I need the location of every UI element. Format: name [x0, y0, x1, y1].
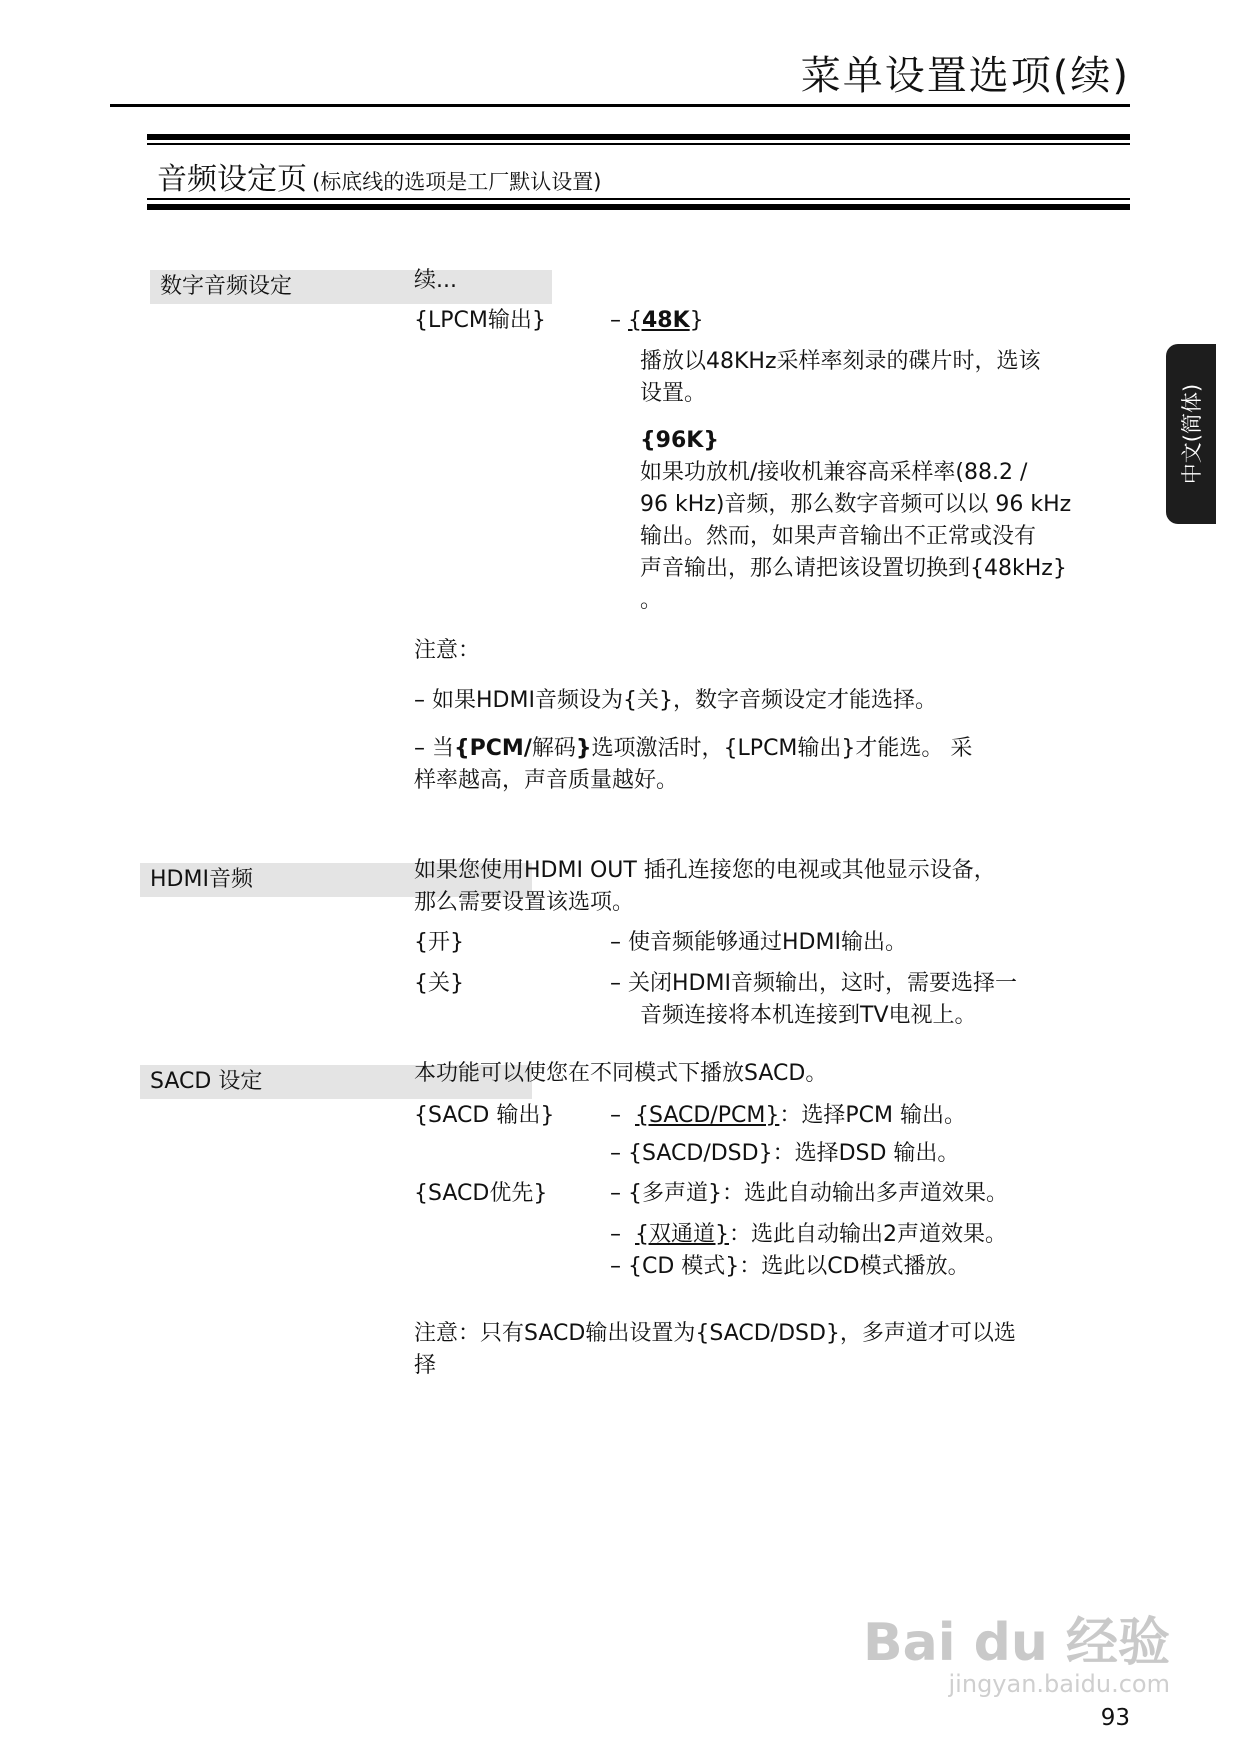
note-2-prefix: – 当 — [414, 736, 454, 761]
sacd-two-channel-label: {双通道} — [635, 1222, 729, 1247]
language-side-tab — [1166, 344, 1216, 524]
section-bottom-bar — [147, 204, 1130, 210]
hdmi-on-desc: – 使音频能够通过HDMI输出。 — [610, 930, 907, 955]
choice-96k: {96K} — [640, 428, 719, 453]
section-bottom-line — [147, 198, 1130, 200]
desc-96k-line3: 输出。然而，如果声音输出不正常或没有 — [640, 524, 1037, 549]
baidu-watermark-url: jingyan.baidu.com — [948, 1670, 1170, 1698]
page-number: 93 — [1100, 1705, 1130, 1731]
dash: – — [610, 1222, 621, 1247]
desc-48k-line1: 播放以48KHz采样率刻录的碟片时，选该 — [640, 349, 1041, 374]
note-2-pcm: {PCM/ — [454, 736, 532, 761]
continued-text: 续... — [414, 268, 457, 293]
dash: – — [610, 1103, 621, 1128]
baidu-watermark: Bai du 经验 — [863, 1613, 1170, 1673]
desc-96k-line4: 声音输出，那么请把该设置切换到{48kHz} — [640, 556, 1067, 581]
hdmi-on-option: {开} — [414, 930, 464, 955]
hdmi-off-option: {关} — [414, 971, 464, 996]
hdmi-audio-label: HDMI音频 — [140, 863, 532, 897]
sacd-output-option: {SACD 输出} — [414, 1103, 555, 1128]
section-heading — [157, 154, 601, 198]
desc-96k-line2: 96 kHz)音频，那么数字音频可以以 96 kHz — [640, 492, 1072, 517]
dash: – — [610, 308, 621, 333]
sacd-note-line2: 择 — [414, 1353, 437, 1378]
sacd-note-line1: 注意：只有SACD输出设置为{SACD/DSD}，多声道才可以选 — [414, 1321, 1016, 1346]
hdmi-intro-line1: 如果您使用HDMI OUT 插孔连接您的电视或其他显示设备， — [414, 858, 996, 883]
sacd-pcm-label: {SACD/PCM} — [635, 1103, 780, 1128]
choice-48k-label: 48K — [642, 308, 690, 333]
sacd-pcm-desc: ：选择PCM 输出。 — [779, 1103, 966, 1128]
lpcm-output-option: {LPCM输出} — [414, 308, 546, 333]
section-title: 音频设定页 — [157, 162, 307, 197]
note-2-decode: 解码 — [531, 736, 576, 761]
section-top-line — [147, 143, 1130, 145]
note-2-line2: 样率越高，声音质量越好。 — [414, 768, 679, 793]
note-2-brace: } — [575, 736, 592, 761]
section-top-bar — [147, 134, 1130, 140]
choice-48k — [610, 305, 704, 336]
page-header-title: 菜单设置选项(续) — [800, 53, 1130, 99]
digital-audio-label: 数字音频设定 — [150, 270, 552, 304]
header-rule — [110, 104, 1130, 107]
sacd-pcm-choice — [610, 1100, 966, 1131]
sacd-intro: 本功能可以使您在不同模式下播放SACD。 — [414, 1061, 828, 1086]
sacd-multichannel-choice: – {多声道}：选此自动输出多声道效果。 — [610, 1181, 1008, 1206]
note-1: – 如果HDMI音频设为{关}，数字音频设定才能选择。 — [414, 688, 937, 713]
hdmi-off-desc-line1: – 关闭HDMI音频输出，这时，需要选择一 — [610, 971, 1017, 996]
desc-96k-line1: 如果功放机/接收机兼容高采样率(88.2 / — [640, 460, 1028, 485]
desc-48k-line2: 设置。 — [640, 381, 707, 406]
sacd-two-channel-desc: ：选此自动输出2声道效果。 — [729, 1222, 1007, 1247]
sacd-priority-option: {SACD优先} — [414, 1181, 548, 1206]
sacd-label: SACD 设定 — [140, 1065, 532, 1099]
sacd-cd-mode-choice: – {CD 模式}：选此以CD模式播放。 — [610, 1254, 970, 1279]
sacd-two-channel-choice — [610, 1219, 1007, 1250]
brace-close: } — [689, 308, 704, 333]
section-subtitle: (标底线的选项是工厂默认设置) — [312, 170, 602, 194]
brace-open: { — [628, 308, 642, 333]
hdmi-off-desc-line2: 音频连接将本机连接到TV电视上。 — [640, 1003, 977, 1028]
note-2-rest: 选项激活时，{LPCM输出}才能选。 采 — [591, 736, 973, 761]
hdmi-intro-line2: 那么需要设置该选项。 — [414, 890, 635, 915]
note-title: 注意： — [414, 638, 481, 663]
language-side-tab-label: 中文(简体) — [1180, 383, 1204, 485]
sacd-dsd-choice: – {SACD/DSD}：选择DSD 输出。 — [610, 1141, 960, 1166]
desc-96k-line5: 。 — [640, 588, 663, 613]
note-2 — [414, 733, 972, 764]
